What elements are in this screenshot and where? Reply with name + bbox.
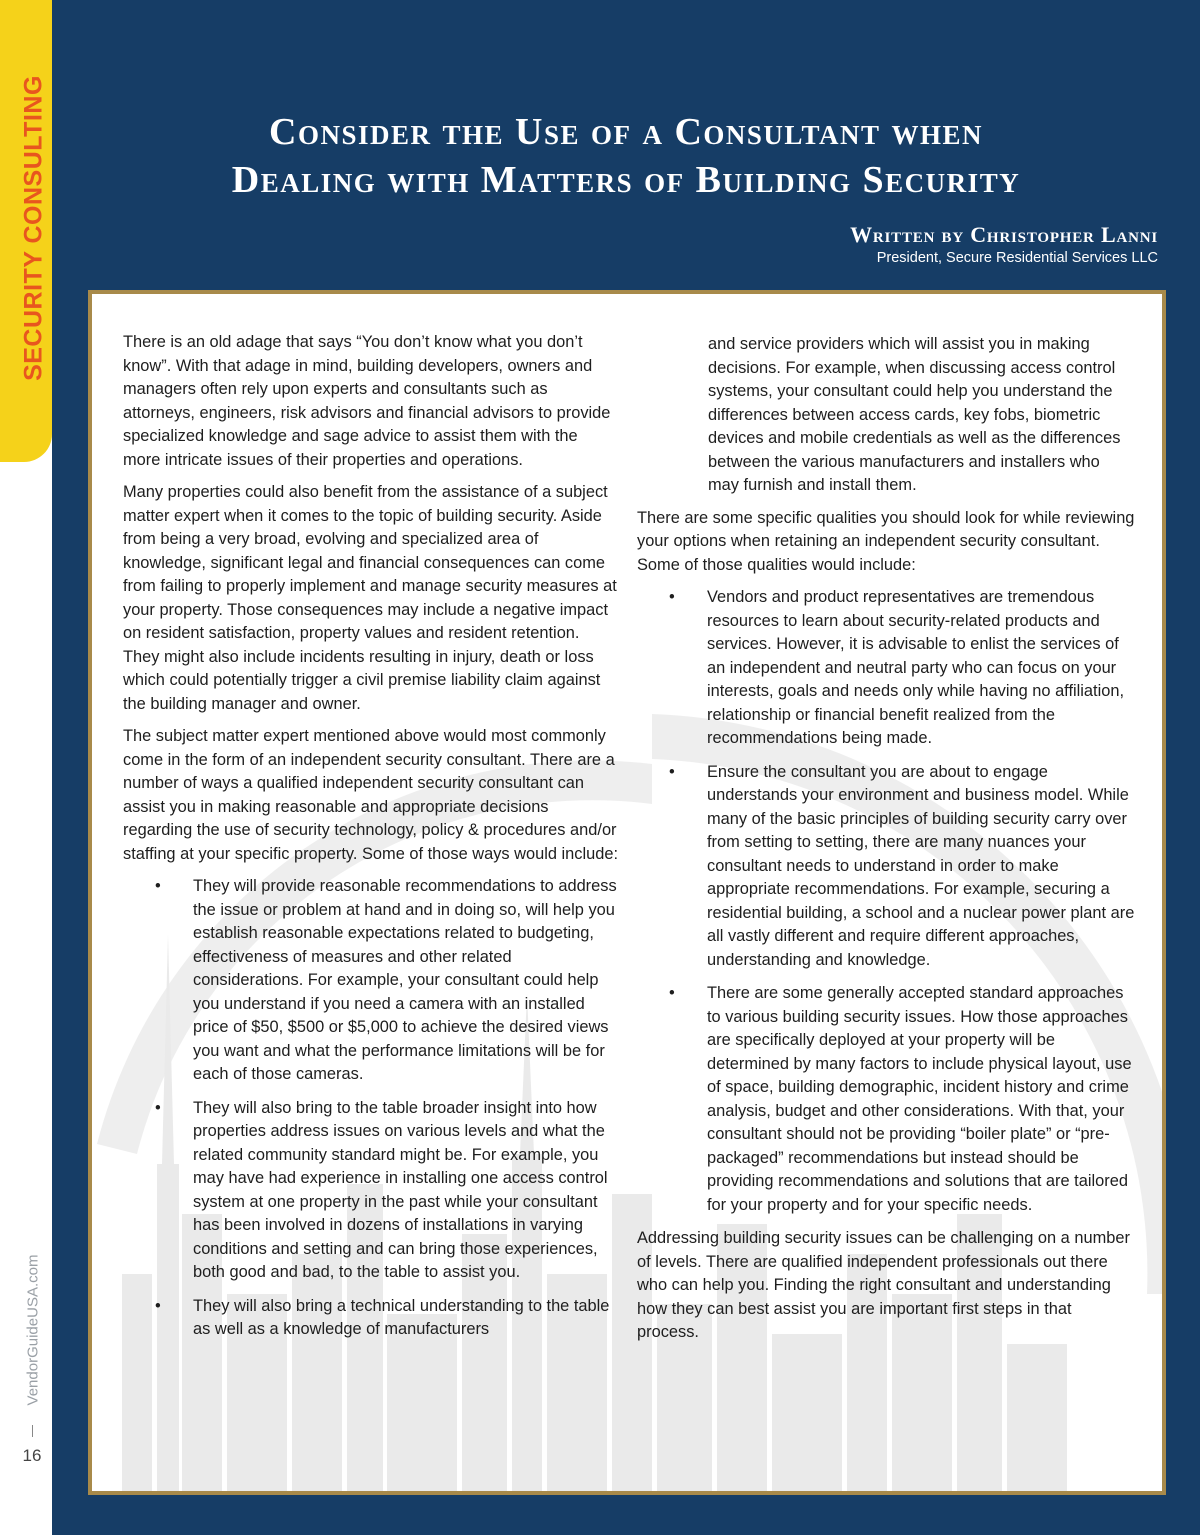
site-url: VendorGuideUSA.com [24,1254,42,1406]
list-item-text: They will provide reasonable recommendations to address the issue or problem at hand and in doing so, will help you establish reasonable expectations related to budgeting, effectiveness of measures and other related considerations. For example, your consultant could help you understand if you need a camera with an installed price of $50, $500 or $5,000 to achieve the desired views you want and what the performance limitations will be for each of those cameras. [193,877,617,1083]
page-number: 16 [22,1446,42,1465]
paragraph: The subject matter expert mentioned above would most commonly come in the form of an independent security consultant. There are a number of ways a qualified independent security consultant can assist you in making reasonable and appropriate decisions regarding the use of security technology, policy & procedures and/or staffing at your specific property. Some of those ways would include: [123,727,619,863]
list-item-text: They will also bring to the table broader insight into how properties address issues on various levels and what the related community standard might be. For example, you may have had experience in installing one access control system at one property in the past while your consultant has been involved in dozens of installations in varying conditions and setting and can bring those experiences, both good and bad, to the table to assist you. [193,1098,608,1281]
paragraph: Many properties could also benefit from the assistance of a subject matter expert when it comes to the topic of building security. Aside from being a very broad, evolving and specialized area of knowledge, significant legal and financial consequences can come from failing to properly implement and manage security measures at your property. Those consequences may include a negative impact on resident satisfaction, property values and resident retention. They might also include incidents resulting in injury, death or loss which could potentially trigger a civil premise liability claim against the building manager and owner. [123,483,617,713]
bullet-marker: • [669,984,675,1002]
left-margin [0,0,52,1535]
list-item [669,982,1135,1217]
page-divider [32,1425,33,1437]
bullet-marker: • [155,1098,161,1117]
list-item [669,761,1135,973]
section-label: SECURITY CONSULTING [19,75,48,381]
list-item-text: They will also bring a technical understanding to the table as well as a knowledge of manufacturers [193,1296,610,1338]
list-item [155,1295,618,1342]
bullet-marker: • [155,877,161,895]
bullet-marker: • [669,762,675,781]
author-role: President, Secure Residential Services LLC [876,250,1158,266]
list-item [669,586,1135,751]
article-frame [88,290,1166,1495]
closing-paragraph: Addressing building security issues can be challenging on a number of levels. There are qualified independent professionals out there who can help you. Finding the right consultant and understanding how they can best assist you are important first steps in that process. [637,1229,1130,1341]
continued-list-text: and service providers which will assist you in making decisions. For example, when discussing access control systems, your consultant could help you understand the differences between access cards, key fobs, biometric devices and mobile credentials as well as the differences between the various manufacturers and installers who may furnish and install them. [708,335,1121,494]
bullet-list [123,875,618,1342]
article-title [52,108,1200,204]
bullet-marker: • [669,588,675,606]
byline: Written by Christopher Lanni [850,222,1158,247]
bullet-marker: • [155,1296,161,1315]
left-column [123,331,618,1352]
bullet-list [637,586,1135,1217]
paragraph: There is an old adage that says “You don’t know what you don’t know”. With that adage in mind, building developers, owners and managers often rely upon experts and consultants such as attorneys, engineers, risk advisors and financial advisors to provide specialized knowledge and sage advice to assist them with the more intricate issues of their properties and operations. [123,333,611,469]
list-item-text: There are some generally accepted standard approaches to various building security issues. How those approaches are specifically deployed at your property will be determined by many factors to include physical layout, use of space, building demographic, incident history and crime analysis, budget and other considerations. With that, your consultant should not be providing “boiler plate” or “pre-packaged” recommendations but instead should be providing recommendations and solutions that are tailored for your property and for your specific needs. [707,984,1132,1214]
title-line-1: Consider the Use of a Consultant when [269,111,983,153]
list-item [155,1097,618,1285]
list-item-text: Ensure the consultant you are about to engage understands your environment and business model. While many of the basic principles of building security carry over from setting to setting, there are many nuances your consultant needs to understand in order to make appropriate recommendations. For example, securing a residential building, a school and a nuclear power plant are all vastly different and require different approaches, understanding and knowledge. [707,762,1135,969]
title-line-2: Dealing with Matters of Building Security [231,159,1021,201]
list-item-text: Vendors and product representatives are tremendous resources to learn about security-related products and services. However, it is advisable to enlist the services of an independent and neutral party who can focus on your interests, goals and needs only while having no affiliation, relationship or financial benefit realized from the recommendations being made. [707,588,1125,747]
paragraph: There are some specific qualities you should look for while reviewing your options when retaining an independent security consultant. Some of those qualities would include: [637,508,1135,574]
right-column [637,333,1135,1354]
list-item [155,875,618,1087]
